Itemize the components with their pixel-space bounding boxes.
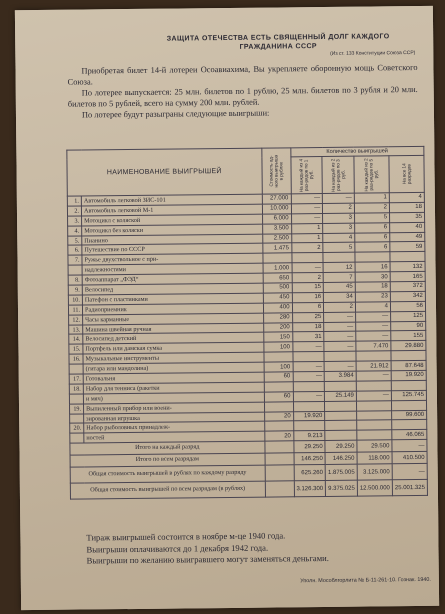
prize-name: Готовальня [83, 372, 264, 384]
prize-name: Патефон с пластинками [82, 293, 263, 305]
count-1-rub: 6 [292, 302, 324, 312]
prize-value: 650 [263, 273, 292, 283]
summary-total: 410.500 [392, 452, 427, 464]
count-3-rub: — [324, 312, 356, 322]
count-1-rub: 1 [291, 223, 323, 233]
count-1-rub: 1 [291, 233, 323, 243]
prize-value: 60 [264, 392, 293, 402]
prize-name: Мотоцикл с коляской [82, 214, 263, 226]
summary-1-rub: 29.250 [293, 441, 325, 453]
count-total: 18 [389, 202, 424, 212]
count-3-rub: — [324, 332, 356, 342]
row-number: 17. [69, 374, 83, 384]
prize-value: 20 [264, 411, 293, 421]
row-number: 8. [68, 275, 82, 285]
count-1-rub: — [293, 372, 325, 382]
count-total: 342 [390, 291, 425, 301]
prize-value [264, 382, 293, 392]
count-5-rub: — [356, 331, 391, 341]
count-total: 87.648 [391, 361, 426, 371]
row-number: 11. [68, 305, 82, 315]
count-3-rub [325, 431, 357, 441]
prize-name: Музыкальные инструменты [83, 352, 264, 364]
draw-date: Тираж выигрышей состоится в ноябре м-це 1940 года. [86, 530, 286, 543]
row-number: 1. [67, 196, 81, 206]
summary-1-rub: 3.126.300 [294, 481, 326, 497]
count-3-rub: — [323, 193, 355, 203]
count-total [391, 380, 426, 390]
prize-name: Часы карманные [83, 313, 264, 325]
count-total: 59 [390, 242, 425, 252]
prize-value: 1.475 [262, 243, 291, 253]
prize-name: Велосипед детский [83, 333, 264, 345]
count-1-rub: 15 [292, 283, 324, 293]
draw-info [72, 529, 422, 567]
summary-value [265, 481, 294, 497]
count-1-rub: — [293, 362, 325, 372]
row-number: 6. [68, 245, 82, 255]
count-5-rub: — [356, 371, 391, 381]
prize-value [264, 421, 293, 431]
count-total: 29.880 [391, 341, 426, 351]
prize-value: 6.000 [262, 214, 291, 224]
count-5-rub [357, 410, 392, 420]
count-5-rub [357, 420, 392, 430]
count-total [391, 400, 426, 410]
prize-value: 1.000 [263, 263, 292, 273]
prize-name: Набор рыболовных принадлеж- [84, 422, 265, 434]
row-number: 4. [68, 226, 82, 236]
count-3-rub: 34 [324, 292, 356, 302]
count-total: 372 [390, 281, 425, 291]
count-5-rub: 18 [355, 282, 390, 292]
lottery-ticket-back [15, 6, 439, 610]
prize-name: Набор для тенниса (ракетки [83, 382, 264, 394]
row-number: 5. [68, 236, 82, 246]
count-total: 4 [389, 192, 424, 202]
count-5-rub: 4 [355, 302, 390, 312]
count-5-rub: 16 [355, 262, 390, 272]
count-total: 155 [391, 331, 426, 341]
quantity-column-header: На каждый из 2 раз-рядов по 3 руб. [322, 156, 354, 193]
prize-value: 10.000 [262, 204, 291, 214]
row-number [68, 265, 82, 275]
count-1-rub: 19.920 [293, 411, 325, 421]
quantity-column-header: На все 14 разрядов [389, 155, 424, 192]
prize-name: Машина швейная ручная [83, 323, 264, 335]
count-5-rub: 1 [354, 193, 389, 203]
count-total [390, 252, 425, 262]
row-number [69, 364, 83, 374]
count-1-rub [293, 381, 325, 391]
count-3-rub: 3 [323, 213, 355, 223]
summary-5-rub: 3.125.000 [357, 464, 392, 480]
count-1-rub: 18 [292, 322, 324, 332]
summary-3-rub: 146.250 [325, 452, 357, 464]
summary-1-rub: 625.260 [294, 465, 326, 481]
count-1-rub: — [292, 342, 324, 352]
summary-label: Общая стоимость выигрышей по всем разрядам (в рублях) [70, 481, 265, 499]
summary-total: — [392, 440, 427, 452]
row-number: 10. [68, 295, 82, 305]
cash-option: Выигрыши по желанию выигравшего могут заменяться деньгами. [86, 552, 329, 566]
prize-name: Выпиленный прибор или воени- [83, 402, 264, 414]
count-3-rub: 45 [323, 282, 355, 292]
count-total: 46.065 [392, 430, 427, 440]
intro-paragraph-3: По лотерее будут разыграны следующие выигрыши: [81, 108, 270, 120]
count-1-rub [293, 401, 325, 411]
payout-deadline: Выигрыши оплачиваются до 1 декабря 1942 года. [86, 542, 269, 554]
row-number: 14. [69, 334, 83, 344]
prize-value [263, 352, 292, 362]
count-1-rub [293, 421, 325, 431]
summary-3-rub: 1.875.005 [325, 464, 357, 480]
summary-value [265, 453, 294, 465]
count-1-rub [292, 352, 324, 362]
intro-text [67, 62, 418, 121]
count-total: 40 [390, 222, 425, 232]
count-3-rub [324, 351, 356, 361]
prize-value: 200 [263, 322, 292, 332]
count-1-rub: 25 [292, 312, 324, 322]
count-3-rub: 2 [324, 302, 356, 312]
count-5-rub: 21.912 [356, 361, 391, 371]
count-total: 165 [390, 272, 425, 282]
count-3-rub [325, 411, 357, 421]
prize-value [262, 253, 291, 263]
summary-5-rub: 29.500 [357, 440, 392, 452]
quantity-column-header: На каждый из 2 раз-рядов по 5 руб. [354, 156, 389, 193]
prize-value: 400 [263, 303, 292, 313]
row-number: 7. [68, 255, 82, 265]
prize-value: 500 [263, 283, 292, 293]
prize-name: Ружье двухствольное с при- [82, 253, 263, 265]
count-total [392, 420, 427, 430]
prize-name: Портфель или дамская сумка [83, 342, 264, 354]
count-5-rub: 6 [355, 222, 390, 232]
count-3-rub: — [324, 322, 356, 332]
count-3-rub [325, 401, 357, 411]
count-3-rub: 4 [323, 233, 355, 243]
count-5-rub: — [356, 321, 391, 331]
prize-name: Велосипед [82, 283, 263, 295]
value-column-header: Стоимость од-ного выигрыша в рублях [261, 148, 290, 194]
count-total: 90 [391, 321, 426, 331]
prize-value: 280 [263, 313, 292, 323]
row-number: 12. [69, 315, 83, 325]
prize-value: 27.000 [262, 194, 291, 204]
count-5-rub [356, 381, 391, 391]
printer-imprint: Уполн. Мособлгорлита № Б-11-261-10. Гознак. 1940. [300, 576, 431, 585]
summary-3-rub: 9.375.025 [326, 480, 358, 496]
prize-value: 100 [264, 362, 293, 372]
count-3-rub [325, 381, 357, 391]
prize-value: 20 [264, 431, 293, 441]
summary-total: 25.001.325 [392, 480, 427, 496]
quantity-group-header: Количество выигрышей [290, 146, 424, 156]
count-5-rub: — [355, 311, 390, 321]
count-5-rub: 2 [354, 203, 389, 213]
summary-total: — [392, 464, 427, 480]
prize-value [264, 402, 293, 412]
summary-1-rub: 146.250 [294, 453, 326, 465]
count-3-rub: 5 [323, 243, 355, 253]
count-3-rub [325, 421, 357, 431]
count-3-rub: — [324, 361, 356, 371]
count-total [391, 351, 426, 361]
count-1-rub: — [292, 263, 324, 273]
prize-name: (гитара или мандолина) [83, 362, 264, 374]
intro-paragraph-2: По лотерее выпускается: 25 млн. билетов по 1 рублю, 25 млн. билетов по 3 рубля и 20 млн. билетов по 5 рублей, всего на сумму 200 млн. рублей. [67, 84, 418, 109]
count-total: 56 [390, 301, 425, 311]
count-1-rub: 9.213 [293, 431, 325, 441]
prize-name: ностей [84, 431, 265, 443]
prize-value: 2.500 [262, 233, 291, 243]
count-5-rub [356, 351, 391, 361]
quantity-column-header: На каждый из 4 раз-рядов по 1 руб. [290, 156, 322, 193]
row-number: 3. [68, 216, 82, 226]
count-total: 49 [390, 232, 425, 242]
summary-rows [70, 440, 428, 500]
summary-5-rub: 12.500.000 [357, 480, 392, 496]
count-3-rub [323, 253, 355, 263]
prize-table [66, 146, 428, 500]
count-3-rub: 25.149 [325, 391, 357, 401]
count-1-rub: — [291, 213, 323, 223]
count-1-rub: — [291, 203, 323, 213]
count-3-rub: 3.984 [324, 371, 356, 381]
row-number: 18. [69, 384, 83, 394]
count-3-rub: 3 [323, 223, 355, 233]
count-1-rub: — [291, 193, 323, 203]
count-total: 35 [389, 212, 424, 222]
prize-value: 450 [263, 293, 292, 303]
prize-name: Путешествие по СССР [82, 244, 263, 256]
summary-5-rub: 118.000 [357, 452, 392, 464]
count-5-rub: 5 [354, 213, 389, 223]
motto: ЗАЩИТА ОТЕЧЕСТВА ЕСТЬ СВЯЩЕННЫЙ ДОЛГ КАЖДОГО ГРАЖДАНИНА СССР [166, 33, 390, 51]
row-number: 2. [67, 206, 81, 216]
summary-label: Итого по всем разрядам [70, 453, 265, 467]
count-5-rub: — [356, 391, 391, 401]
count-total: 125.745 [391, 390, 426, 400]
count-3-rub: — [324, 342, 356, 352]
row-number: 13. [69, 325, 83, 335]
prize-name: Радиоприемник [82, 303, 263, 315]
count-5-rub: 30 [355, 272, 390, 282]
motto-reference: (Из ст. 133 Конституции Союза ССР) [330, 50, 416, 57]
prize-name: Автомобиль легковой М-1 [81, 204, 262, 216]
name-column-header: НАИМЕНОВАНИЕ ВЫИГРЫШЕЙ [67, 148, 262, 196]
row-number [69, 394, 83, 404]
summary-row [70, 480, 427, 500]
summary-label: Общая стоимость выигрышей в рублях по каждому разряду [70, 465, 265, 483]
prize-name: Пианино [82, 234, 263, 246]
count-1-rub: 16 [292, 292, 324, 302]
prize-value: 100 [263, 342, 292, 352]
count-total: 99.600 [392, 410, 427, 420]
count-3-rub: 7 [323, 272, 355, 282]
prize-name: надлежностями [82, 263, 263, 275]
prize-value: 150 [263, 332, 292, 342]
intro-paragraph-1: Приобретая билет 14-й лотереи Осоавиахима, Вы укрепляете оборонную мощь Советского Союза. [67, 62, 418, 87]
count-5-rub: 23 [355, 292, 390, 302]
count-1-rub: — [293, 391, 325, 401]
count-5-rub [356, 400, 391, 410]
prize-name: зированная игрушка [84, 412, 265, 424]
prize-name: Фотоаппарат „ФЭД“ [82, 273, 263, 285]
count-3-rub: 12 [323, 262, 355, 272]
prize-name: Мотоцикл без коляски [82, 224, 263, 236]
row-number: 15. [69, 344, 83, 354]
count-5-rub: 6 [355, 232, 390, 242]
row-number [70, 433, 84, 443]
count-total: 132 [390, 262, 425, 272]
row-number: 16. [69, 354, 83, 364]
prize-name: и мяч) [83, 392, 264, 404]
summary-value [264, 441, 293, 453]
prize-name: Автомобиль легковой ЗИС-101 [81, 194, 262, 206]
summary-label: Итого на каждый разряд [70, 441, 265, 455]
summary-3-rub: 29.250 [325, 440, 357, 452]
summary-value [265, 465, 294, 481]
count-5-rub [355, 252, 390, 262]
row-number: 20. [70, 423, 84, 433]
count-1-rub: 2 [291, 243, 323, 253]
row-number: 9. [68, 285, 82, 295]
count-3-rub: 2 [323, 203, 355, 213]
count-1-rub: 2 [292, 273, 324, 283]
count-5-rub: 6 [355, 242, 390, 252]
count-1-rub [291, 253, 323, 263]
count-5-rub [357, 430, 392, 440]
prize-value: 3.500 [262, 223, 291, 233]
row-number [70, 414, 84, 424]
count-1-rub: 31 [292, 332, 324, 342]
count-total: 19.920 [391, 370, 426, 380]
count-5-rub: 7.470 [356, 341, 391, 351]
prize-value: 60 [264, 372, 293, 382]
row-number: 19. [69, 404, 83, 414]
count-total: 125 [391, 311, 426, 321]
prize-rows [67, 192, 427, 443]
